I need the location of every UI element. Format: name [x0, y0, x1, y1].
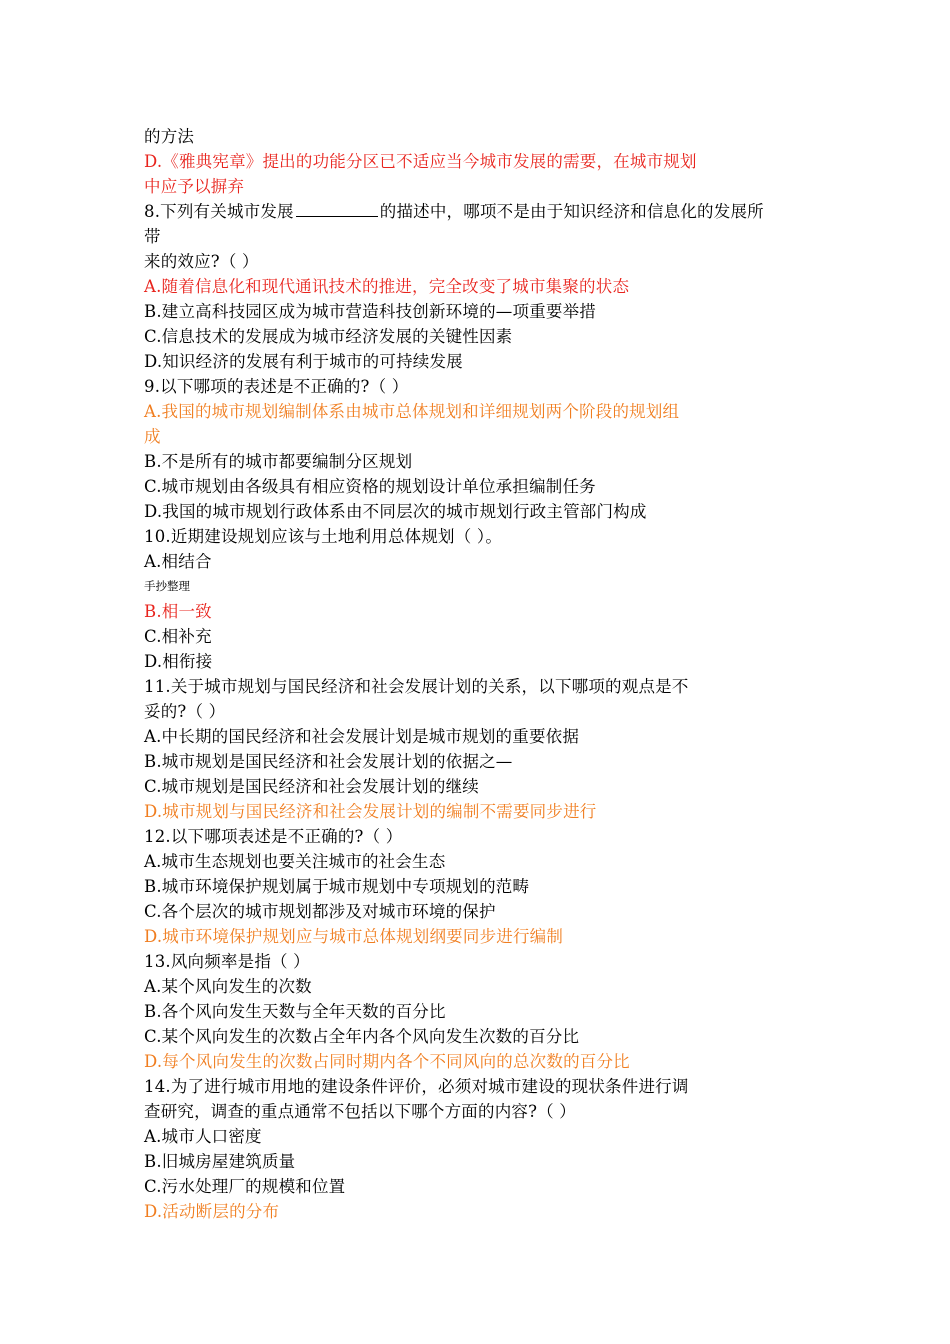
- option-line: B.城市环境保护规划属于城市规划中专项规划的范畴: [144, 877, 530, 896]
- fill-blank: [296, 201, 378, 217]
- question-12: 12.以下哪项表述是不正确的?（ ）: [144, 827, 403, 846]
- option-line: C.信息技术的发展成为城市经济发展的关键性因素: [144, 327, 513, 346]
- option-line: A.城市生态规划也要关注城市的社会生态: [144, 852, 446, 871]
- option-line: D.相衔接: [144, 652, 213, 671]
- option-line: C.各个层次的城市规划都涉及对城市环境的保护: [144, 902, 496, 921]
- option-line: B.城市规划是国民经济和社会发展计划的依据之—: [144, 752, 513, 771]
- answer-line: D.《雅典宪章》提出的功能分区已不适应当今城市发展的需要，在城市规划: [144, 152, 697, 171]
- question-11: 11.关于城市规划与国民经济和社会发展计划的关系，以下哪项的观点是不: [144, 677, 689, 696]
- question-8: [144, 199, 824, 224]
- option-line: C.城市规划由各级具有相应资格的规划设计单位承担编制任务: [144, 477, 596, 496]
- text-line: 的方法: [144, 127, 195, 146]
- option-line: B.不是所有的城市都要编制分区规划: [144, 452, 413, 471]
- option-line: B.各个风向发生天数与全年天数的百分比: [144, 1002, 446, 1021]
- answer-line: D.城市规划与国民经济和社会发展计划的编制不需要同步进行: [144, 802, 597, 821]
- answer-line: D.活动断层的分布: [144, 1202, 280, 1221]
- question-14: 14.为了进行城市用地的建设条件评价，必须对城市建设的现状条件进行调: [144, 1077, 689, 1096]
- answer-line: B.相一致: [144, 602, 212, 621]
- question-13: 13.风向频率是指（ ）: [144, 952, 310, 971]
- text-line: 带: [144, 227, 161, 246]
- option-line: C.污水处理厂的规模和位置: [144, 1177, 346, 1196]
- answer-line: D.城市环境保护规划应与城市总体规划纲要同步进行编制: [144, 927, 564, 946]
- option-line: D.知识经济的发展有利于城市的可持续发展: [144, 352, 463, 371]
- question-8-stem: 8.下列有关城市发展: [144, 202, 294, 221]
- option-line: A.某个风向发生的次数: [144, 977, 312, 996]
- answer-line: D.每个风向发生的次数占同时期内各个不同风向的总次数的百分比: [144, 1052, 630, 1071]
- option-line: B.建立高科技园区成为城市营造科技创新环境的—项重要举措: [144, 302, 596, 321]
- answer-line: A.随着信息化和现代通讯技术的推进，完全改变了城市集聚的状态: [144, 277, 630, 296]
- document-page: [144, 124, 824, 1224]
- option-line: D.我国的城市规划行政体系由不同层次的城市规划行政主管部门构成: [144, 502, 647, 521]
- answer-line: 中应予以摒弃: [144, 177, 245, 196]
- option-line: C.城市规划是国民经济和社会发展计划的继续: [144, 777, 479, 796]
- option-line: A.城市人口密度: [144, 1127, 262, 1146]
- option-line: B.旧城房屋建筑质量: [144, 1152, 296, 1171]
- question-10: 10.近期建设规划应该与土地利用总体规划（ ）。: [144, 527, 503, 546]
- question-8-stem-cont: 的描述中，哪项不是由于知识经济和信息化的发展所: [379, 202, 764, 221]
- option-line: C.某个风向发生的次数占全年内各个风向发生次数的百分比: [144, 1027, 580, 1046]
- option-line: A.中长期的国民经济和社会发展计划是城市规划的重要依据: [144, 727, 580, 746]
- option-line: C.相补充: [144, 627, 212, 646]
- handwritten-note: 手抄整理: [144, 579, 190, 593]
- text-line: 来的效应?（ ）: [144, 252, 259, 271]
- answer-line: A.我国的城市规划编制体系由城市总体规划和详细规划两个阶段的规划组: [144, 402, 680, 421]
- option-line: A.相结合: [144, 552, 212, 571]
- text-line: 妥的?（ ）: [144, 702, 226, 721]
- answer-line: 成: [144, 427, 161, 446]
- question-9: 9.以下哪项的表述是不正确的?（ ）: [144, 377, 409, 396]
- text-line: 查研究，调查的重点通常不包括以下哪个方面的内容?（ ）: [144, 1102, 576, 1121]
